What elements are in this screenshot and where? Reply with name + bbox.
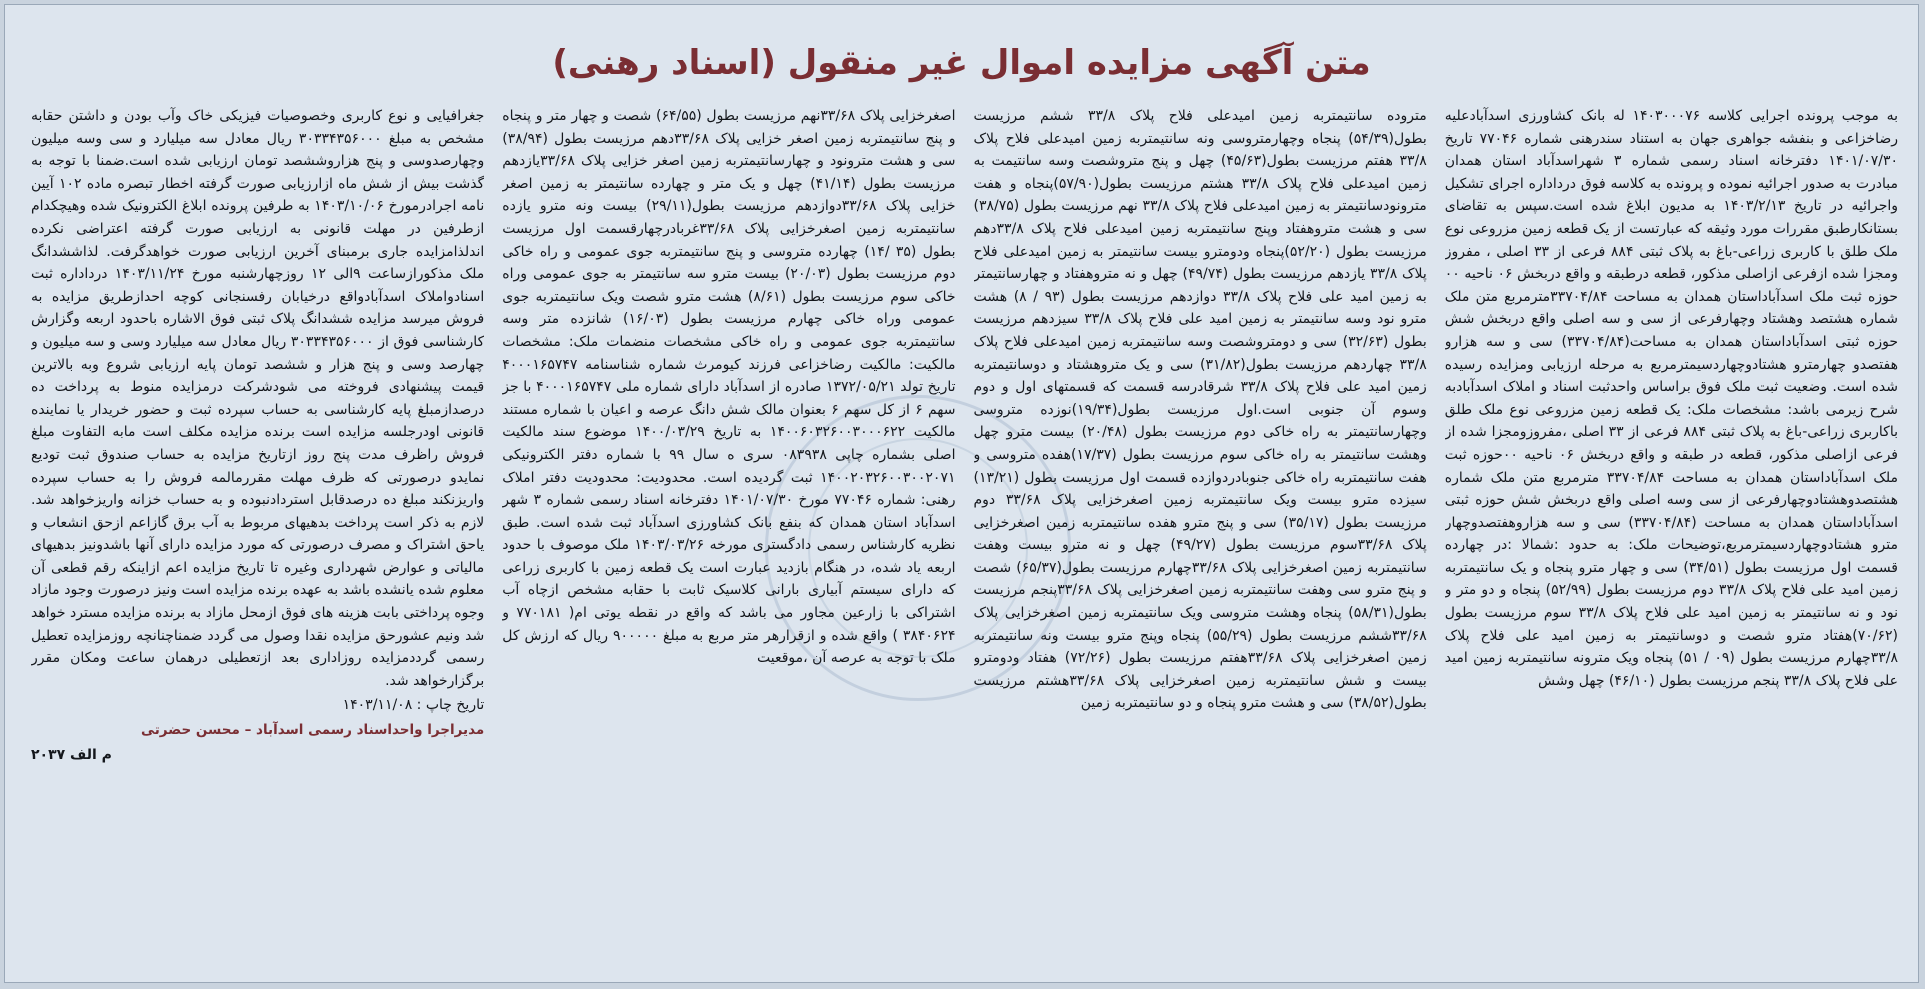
- text-column-2: [974, 105, 1427, 966]
- page-title: متن آگهی مزایده اموال غیر منقول (اسناد رهنی): [552, 43, 1371, 83]
- text-column-4: [31, 105, 484, 966]
- column-1-text: به موجب پرونده اجرایی کلاسه ۱۴۰۳۰۰۰۷۶ له بانک کشاورزی اسدآبادعلیه رضاخزاعی و بنفشه جواهری جهان به استناد سندرهنی شماره ۷۷۰۴۶ تاریخ ۱۴۰۱/۰۷/۳۰ دفترخانه اسناد رسمی شماره ۳ شهراسدآباد استان همدان مبادرت به صدور اجرائیه نموده و پرونده به کلاسه فوق درداداره اجرای تشکیل واجرائیه در تاریخ ۱۴۰۳/۲/۱۳ به مدیون ابلاغ شده است.سپس به تقاضای بستانکارطبق مقررات مورد وثیقه که عبارتست از یک قطعه زمین مزروعی نوع ملک طلق با کاربری زراعی-باغ به پلاک ثبتی ۸۸۴ فرعی از ۳۳ اصلی ، مفروز ومجزا شده ازفرعی ازاصلی مذکور، قطعه درطبقه و واقع دربخش ۰۶ ناحیه ۰۰ حوزه ثبت ملک اسدآباداستان همدان به مساحت ۳۳۷۰۴/۸۴مترمربع متن ملک شماره هشتصد وهشتاد وچهارفرعی از سی و سه اصلی واقع دربخش شش حوزه ثبتی اسدآباداستان همدان به مساحت(۳۳۷۰۴/۸۴) سی و سه هزارو هفتصدو چهارمترو هشتادوچهاردسیمترمربع به مرحله ارزیابی ومزایده رسیده شده است. وضعیت ثبت ملک فوق براساس واحدثبت اسناد و املاک اسدآبادبه شرح زیرمی باشد: مشخصات ملک: یک قطعه زمین مزروعی نوع ملک طلق باکاربری زراعی-باغ به پلاک ثبتی ۸۸۴ فرعی از ۳۳ اصلی ،مفروزومجزا شده از فرعی ازاصلی مذکور، قطعه در طبقه و واقع دربخش ۰۶ ناحیه ۰۰حوزه ثبت ملک اسدآباداستان همدان به مساحت ۳۳۷۰۴/۸۴ مترمربع متن ملک شماره هشتصدوهشتادوچهارفرعی از سی وسه اصلی واقع دربخش شش حوزه ثبتی اسدآباداستان همدان به مساحت (۳۳۷۰۴/۸۴) سی و سه هزاروهفتصدوچهار مترو هشتادوچهاردسیمترمربع،توضیحات ملک: به حدود :شمالا :در چهارده قسمت اول مرزیست بطول (۳۴/۵۱) سی و چهار مترو پنجاه و یک سانتیمتربه زمین امید علی فلاح پلاک ۳۳/۸ دوم مرزیست بطول (۵۲/۹۹) پنجاه و دو متر و نود و نه سانتیمتر به زمین امید علی فلاح پلاک ۳۳/۸ سوم مرزیست بطول (۷۰/۶۲)هفتاد مترو شصت و دوسانتیمتر به زمین امید علی فلاح پلاک ۳۳/۸چهارم مرزیست بطول (۰۹ / ۵۱) پنجاه ویک مترونه سانتیمتربه زمین امید علی فلاح پلاک ۳۳/۸ پنجم مرزیست بطول (۴۶/۱۰) چهل وشش: [1444, 108, 1898, 689]
- text-columns: [31, 105, 1898, 966]
- print-date: تاریخ چاپ : ۱۴۰۳/۱۱/۰۸: [342, 697, 485, 714]
- signature-line: مدیراجرا واحداسناد رسمی اسدآباد – محسن حضرتی: [141, 722, 485, 739]
- text-column-1: [1445, 105, 1898, 966]
- ad-code: م الف ۲۰۳۷: [31, 746, 112, 763]
- newspaper-clipping: [4, 4, 1919, 983]
- column-4-text: جغرافیایی و نوع کاربری وخصوصیات فیزیکی خاک وآب بودن و داشتن حقابه مشخص به مبلغ ۳۰۳۳۴۳۵۶۰۰۰ ریال معادل سه میلیارد و سی وسه میلیون وچهارصدوسی و پنج هزاروششصد تومان ارزیابی شده است.ضمنا با توجه به گذشت بیش از شش ماه ازارزیابی صورت گرفته اخطار تبصره ماده ۱۰۲ آیین نامه اجرادرمورخ ۱۴۰۳/۱۰/۰۶ به طرفین پرونده ابلاغ الکترونیک شده وهیچکدام ازطرفین در مهلت قانونی به ارزیابی صورت گرفته اعتراضی نکرده اندلذامزایده جاری برمبنای آخرین ارزیابی صورت خواهدگرفت. لذاششدانگ ملک مذکورازساعت ۹الی ۱۲ روزچهارشنبه مورخ ۱۴۰۳/۱۱/۲۴ درداداره ثبت اسنادواملاک اسدآبادواقع درخیابان رفسنجانی کوچه احدازطریق مزایده به فروش میرسد مزایده ششدانگ پلاک ثبتی فوق الاشاره باحدود اربعه وگزارش کارشناسی فوق از ۳۰۳۳۴۳۵۶۰۰۰ ریال معادل سه میلیارد وسی و سه میلیون و چهارصد وسی و پنج هزار و ششصد تومان پایه ارزیابی شروع وبه بالاترین قیمت پیشنهادی فروخته می شودشرکت درمزایده منوط به پرداخت ده درصدازمبلغ پایه کارشناسی به حساب سپرده ثبت و حضور خریدار یا نماینده قانونی اودرجلسه مزایده است برنده مزایده مکلف است مابه التفاوت مبلغ فروش راظرف مدت پنج روز ازتاریخ مزایده به حساب صندوق ثبت تودیع نمایدو درصورتی که ظرف مهلت مقررمالمه فروش را به حساب سپرده واریزنکند مبلغ ده درصدقابل استردادنبوده و به حساب خزانه واریزخواهد شد. لازم به ذکر است پرداخت بدهیهای مربوط به آب برق گازاعم ازحق انشعاب و یاحق اشتراک و مصرف درصورتی که مورد مزایده دارای آنها باشدونیز بدهیهای مالیاتی و عوارض شهرداری وغیره تا تاریخ مزایده اعم ازاینکه رقم قطعی آن معلوم شده یانشده باشد به عهده برنده مزایده است ونیز درصورت وجود مازاد وجوه پرداختی بابت هزینه های فوق ازمحل مازاد به برنده مزایده مسترد خواهد شد ونیم عشورحق مزایده نقدا وصول می گردد ضمناچنانچه روزمزایده تعطیل رسمی گرددمزایده روزاداری بعد ازتعطیلی درهمان ساعت ومکان مقرر برگزارخواهد شد.: [31, 108, 485, 689]
- column-3-text: اصغرخزایی پلاک ۳۳/۶۸نهم مرزیست بطول (۶۴/۵۵) شصت و چهار متر و پنجاه و پنج سانتیمتربه زمین اصغر خزایی پلاک ۳۳/۶۸دهم مرزیست بطول (۳۸/۹۴) سی و هشت مترونود و چهارسانتیمتربه زمین اصغر خزایی پلاک ۳۳/۶۸یازدهم مرزیست بطول (۴۱/۱۴) چهل و یک متر و چهارده سانتیمتر به زمین اصغر خزایی پلاک ۳۳/۶۸دوازدهم مرزیست بطول(۲۹/۱۱) بیست ونه مترو یازده سانتیمتربه زمین اصغرخزایی پلاک ۳۳/۶۸غربادرچهارقسمت اول مرزیست بطول (۳۵ /۱۴) چهارده متروسی و پنج سانتیمتربه جوی عمومی و راه خاکی دوم مرزیست بطول (۲۰/۰۳) بیست مترو سه سانتیمتر به جوی عمومی وراه خاکی سوم مرزیست بطول (۸/۶۱) هشت مترو شصت ویک سانتیمتربه جوی عمومی وراه خاکی چهارم مرزیست بطول (۱۶/۰۳) شانزده متر وسه سانتیمتربه جوی عمومی و راه خاکی مشخصات منضمات ملک: مشخصات مالکیت: مالکیت رضاخزاعی فرزند کیومرث شماره شناسنامه ۴۰۰۰۱۶۵۷۴۷ تاریخ تولد ۱۳۷۲/۰۵/۲۱ صادره از اسدآباد دارای شماره ملی ۴۰۰۰۱۶۵۷۴۷ با جز سهم ۶ از کل سهم ۶ بعنوان مالک شش دانگ عرصه و اعیان با شماره مستند مالکیت ۱۴۰۰۶۰۳۲۶۰۰۳۰۰۰۶۲۲ به تاریخ ۱۴۰۰/۰۳/۲۹ موضوع سند مالکیت اصلی بشماره چاپی ۰۸۳۹۳۸ سری ه سال ۹۹ با شماره دفتر الکترونیکی ۱۴۰۰۲۰۳۲۶۰۰۳۰۰۲۰۷۱ ثبت گردیده است. محدودیت: محدودیت دفتر املاک رهنی: شماره ۷۷۰۴۶ مورخ ۱۴۰۱/۰۷/۳۰ دفترخانه اسناد رسمی شماره ۳ شهر اسدآباد استان همدان که بنفع بانک کشاورزی اسدآباد ثبت شده است. طبق نظریه کارشناس رسمی دادگستری مورخه ۱۴۰۳/۰۳/۲۶ ملک موصوف با حدود اربعه یاد شده، در هنگام بازدید عبارت است یک قطعه زمین با کاربری زراعی که دارای سیستم آبیاری بارانی کلاسیک ثابت با حقابه مشخص ازچاه آب اشتراکی با زارعین مجاور می باشد که واقع در نقطه یوتی ام( ۷۷۰۱۸۱ و ۳۸۴۰۶۲۴ ) واقع شده و ازقرارهر متر مربع به مبلغ ۹۰۰۰۰۰ ریال که ارزش کل ملک با توجه به عرصه آن ،موقعیت: [502, 108, 956, 667]
- column-2-text: متروده سانتیمتربه زمین امیدعلی فلاح پلاک ۳۳/۸ ششم مرزیست بطول(۵۴/۳۹) پنجاه وچهارمتروسی ونه سانتیمتربه زمین امیدعلی فلاح پلاک ۳۳/۸ هفتم مرزیست بطول(۴۵/۶۳) چهل و پنج متروشصت وسه سانتیمت به زمین امیدعلی فلاح پلاک ۳۳/۸ هشتم مرزیست بطول(۵۷/۹۰)پنجاه و هفت مترونودسانتیمتر به زمین امیدعلی فلاح پلاک ۳۳/۸ نهم مرزیست بطول (۳۸/۷۵) سی و هشت متروهفتاد وپنج سانتیمتربه زمین امیدعلی فلاح پلاک ۳۳/۸دهم مرزیست بطول (۵۲/۲۰)پنجاه ودومترو بیست سانتیمتر به زمین امیدعلی فلاح پلاک ۳۳/۸ یازدهم مرزیست بطول (۴۹/۷۴) چهل و نه متروهفتاد و چهارسانتیمتر به زمین امید علی فلاح پلاک ۳۳/۸ دوازدهم مرزیست بطول (۹۳ / ۸) هشت مترو نود وسه سانتیمتر به زمین امید علی فلاح پلاک ۳۳/۸ سیزدهم مرزیست بطول (۳۲/۶۳) سی و دومتروشصت وسه سانتیمتربه زمین امیدعلی فلاح پلاک ۳۳/۸ چهاردهم مرزیست بطول(۳۱/۸۲) سی و یک متروهشتاد و دوسانتیمتربه زمین امید علی فلاح پلاک ۳۳/۸ شرقادرسه قسمت که قسمتهای اول و دوم وسوم آن جنوبی است.اول مرزیست بطول(۱۹/۳۴)نوزده متروسی وچهارسانتیمتر به راه خاکی دوم مرزیست بطول (۲۰/۴۸) بیست مترو چهل وهشت سانتیمتر به راه خاکی سوم مرزیست بطول (۱۷/۳۷)هفده متروسی و هفت سانتیمتربه راه خاکی جنوبادردوازده قسمت اول مرزیست بطول (۱۳/۲۱) سیزده مترو بیست ویک سانتیمتربه زمین اصغرخزایی پلاک ۳۳/۶۸ دوم مرزیست بطول (۳۵/۱۷) سی و پنج مترو هفده سانتیمتربه زمین اصغرخزایی پلاک ۳۳/۶۸سوم مرزیست بطول (۴۹/۲۷) چهل و نه مترو بیست وهفت سانتیمتربه زمین اصغرخزایی پلاک ۳۳/۶۸چهارم مرزیست بطول(۶۵/۳۷) شصت و پنج مترو سی وهفت سانتیمتربه زمین اصغرخزایی پلاک ۳۳/۶۸پنجم مرزیست بطول(۵۸/۳۱) پنجاه وهشت متروسی ویک سانتیمتربه زمین اصغرخزایی پلاک ۳۳/۶۸ششم مرزیست بطول (۵۵/۲۹) پنجاه وپنج مترو بیست ونه سانتیمتربه زمین اصغرخزایی پلاک ۳۳/۶۸هفتم مرزیست بطول (۷۲/۲۶) هفتاد ودومترو بیست و شش سانتیمتربه زمین اصغرخزایی پلاک ۳۳/۶۸هشتم مرزیست بطول(۳۸/۵۲) سی و هشت مترو پنجاه و دو سانتیمتربه زمین: [973, 108, 1427, 712]
- text-column-3: [502, 105, 955, 966]
